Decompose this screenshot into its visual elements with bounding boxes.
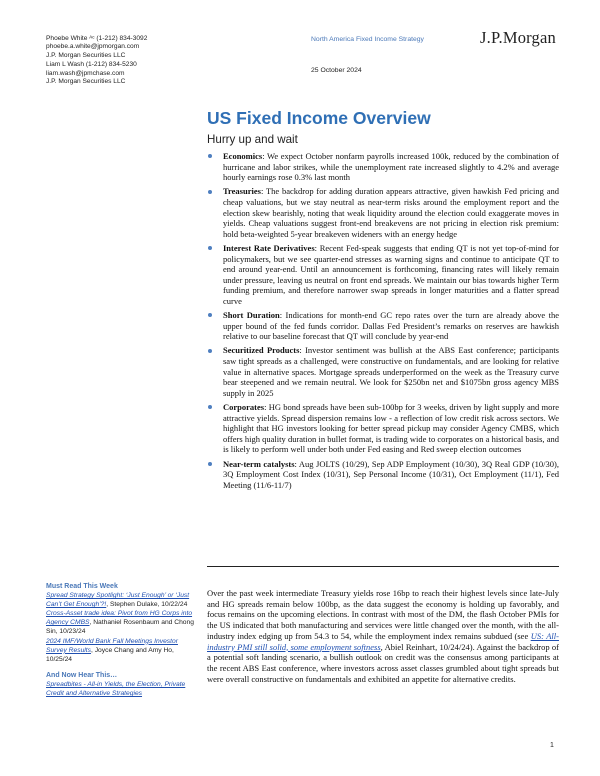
bullet-label: Treasuries	[223, 186, 261, 197]
must-read-byline: , Joyce Chang and Amy Ho, 10/25/24	[46, 646, 174, 663]
must-read-item	[46, 637, 196, 664]
bullet-short-duration	[207, 310, 559, 342]
bullet-dot-icon	[208, 349, 212, 353]
bullet-text: : Indications for month-end GC repo rates over the turn are already above the upper bound of the fed funds corridor. Dallas Fed President’s remarks on reserves are hawkish relative to our baseline forecast that QT will conclude by year-end	[223, 310, 559, 342]
pmi-report-link[interactable]: US: All-industry PMI still solid, some employment softness	[207, 630, 559, 652]
body-text-part1: Over the past week intermediate Treasury yields rose 16bp to reach their highest levels since late-July and HG spreads remain below 100bp, as the data suggest the economy is holding up favorably, and focus remains on the upcoming elections. In contrast with most of the DM, the flash October PMIs for the US indicated that both manufacturing and services were little changed over the month, with the all-industry index edging up from 54.3 to 54, while the employment index remains subdued (see	[207, 588, 559, 641]
bullet-text: : Recent Fed-speak suggests that ending QT is not yet top-of-mind for policymakers, but we see quarter-end stresses as warning signs and continue to anticipate QT to end around year-end. Until an announcement is forthcoming, financing rates will likely remain under pressure, leaving us neutral on front end spreads. We maintain our bias towards higher Term funding premium, and therefore narrower swap spreads in longer maturities and a flatter spread curve	[223, 242, 559, 306]
bullet-interest-rate-derivatives	[207, 243, 559, 307]
page-number: 1	[550, 742, 554, 749]
bullet-dot-icon	[208, 313, 212, 317]
bullet-text: : We expect October nonfarm payrolls increased 100k, reduced by the combination of hurricane and labor strikes, while the unemployment rate increased slightly to 4.2% and average hourly earnings rose 0.3% last month	[223, 151, 559, 183]
bullet-treasuries	[207, 186, 559, 239]
must-read-byline: , Nathaniel Rosenbaum and Chong Sin, 10/23/24	[46, 619, 194, 636]
bullet-near-term-catalysts	[207, 459, 559, 491]
page-title: US Fixed Income Overview	[207, 108, 431, 128]
author-1	[46, 35, 266, 60]
bullet-economics	[207, 151, 559, 183]
author-2-email[interactable]: liam.wash@jpmchase.com	[46, 69, 125, 77]
bullet-dot-icon	[208, 462, 212, 466]
sidebar-spacer	[46, 664, 196, 671]
bullet-securitized-products	[207, 345, 559, 398]
must-read-link[interactable]: 2024 IMF/World Bank Fall Meetings Investor Survey Results	[46, 637, 178, 654]
hear-heading: And Now Hear This…	[46, 671, 118, 679]
body-paragraph	[207, 588, 559, 684]
must-read-link[interactable]: Spread Strategy Spotlight: ‘Just Enough’ or ‘Just Can’t Get Enough’?!	[46, 592, 190, 609]
bullet-label: Corporates	[223, 402, 265, 413]
must-read-byline: , Stephen Dulake, 10/22/24	[106, 601, 188, 609]
bullet-text: : The backdrop for adding duration appears attractive, given hawkish Fed pricing and cheap valuations, but we stay neutral as near-term risks around the employment report and the election skew bearishly, noting that weak liquidity around the election could exaggerate moves in yields. Cheap valuations suggest front-end breakevens are not pricing in election risk premium: hold beta-weighted 5-year breakeven wideners with an energy hedge	[223, 186, 559, 239]
bullet-dot-icon	[208, 154, 212, 158]
must-read-item	[46, 609, 196, 636]
bullet-text: : Aug JOLTS (10/29), Sep ADP Employment (10/30), 3Q Real GDP (10/30), 3Q Employment Cost Index (10/31), Sep Personal Income (10/31), Oct Employment (11/1), Fed Meeting (11/6-11/7)	[223, 458, 559, 490]
author-2	[46, 61, 266, 86]
report-date: 25 October 2024	[311, 67, 362, 74]
author-2-name: Liam L Wash (1-212) 834-5230	[46, 61, 137, 69]
must-read-item	[46, 591, 196, 609]
author-1-email[interactable]: phoebe.a.white@jpmorgan.com	[46, 43, 140, 51]
hear-link[interactable]: Spreadbites - All-in Yields, the Election, Private Credit and Alternative Strategies	[46, 680, 186, 698]
must-read-link[interactable]: Cross-Asset trade idea: Pivot from HG Corps into Agency CMBS	[46, 610, 193, 627]
bullet-dot-icon	[208, 246, 212, 250]
bullet-dot-icon	[208, 405, 212, 409]
body-text-part2: , Abiel Reinhart, 10/24/24). Against the backdrop of a potential soft landing scenario, a bullish outlook on credit was the consensus among participants at the recent ABS East conference, where investors across asset classes grumbled about tight spreads but were overall constructive on fundamentals and exhibited an appetite for alternative credits.	[207, 641, 559, 684]
bullet-text: : HG bond spreads have been sub-100bp for 3 weeks, driven by light supply and more attractive yields. Spread dispersion remains low - a reflection of low credit risk across sectors. We highlight that HG investors looking for better spread pickup may consider Agency CMBS, which offers high quality duration in bullet format, is trading wide to corporates on a historical basis, and is likely to perform well under both under Fed easing and Red sweep election outcomes	[223, 402, 559, 455]
hear-item	[46, 680, 196, 698]
page-subtitle: Hurry up and wait	[207, 133, 298, 146]
summary-bullets	[207, 151, 559, 494]
bullet-dot-icon	[208, 190, 212, 194]
bullet-text: : Investor sentiment was bullish at the ABS East conference; participants saw tight spreads as a challenged, were constructive on fundamentals, and are looking for relative value in alternative spaces. Mortgage spreads underperformed on the week as the Treasury curve bear steepened and we remain neutral. We look for $250bn net and $1075bn gross agency MBS supply in 2025	[223, 345, 559, 398]
author-1-firm: J.P. Morgan Securities LLC	[46, 51, 126, 59]
bullet-label: Short Duration	[223, 310, 280, 321]
bullet-corporates	[207, 402, 559, 455]
author-2-firm: J.P. Morgan Securities LLC	[46, 78, 126, 86]
sidebar	[46, 582, 196, 698]
author-block	[46, 35, 266, 87]
jpmorgan-logo: J.P.Morgan	[480, 28, 556, 47]
bullet-label: Economics	[223, 151, 263, 161]
must-read-heading: Must Read This Week	[46, 583, 118, 590]
bullet-label: Securitized Products	[223, 345, 300, 356]
section-divider	[207, 566, 559, 567]
author-1-name: Phoebe White ᴬᶜ (1-212) 834-3092	[46, 35, 148, 42]
bullet-label: Near-term catalysts	[223, 458, 295, 469]
bullet-label: Interest Rate Derivatives	[223, 242, 315, 253]
report-series: North America Fixed Income Strategy	[311, 36, 424, 43]
